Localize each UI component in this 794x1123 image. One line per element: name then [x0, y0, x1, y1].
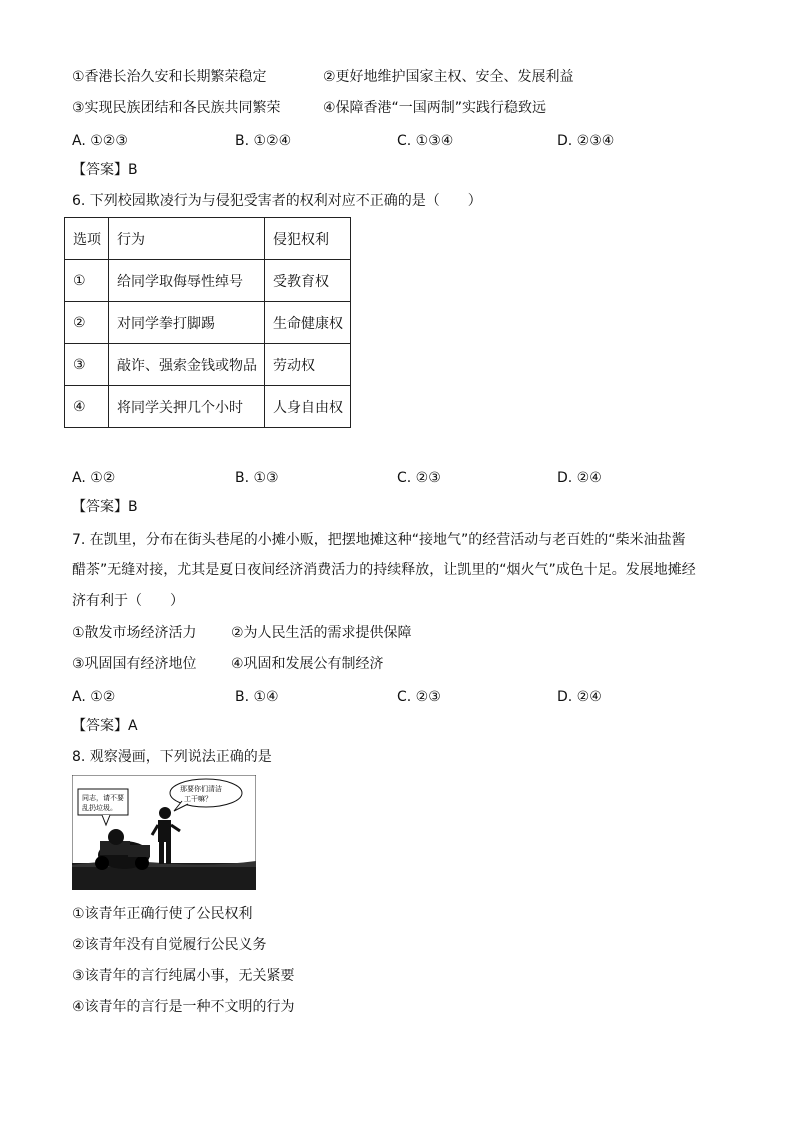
table-cell: 生命健康权: [265, 302, 351, 344]
q8-option-2: ②该青年没有自觉履行公民义务: [72, 937, 267, 953]
table-cell: ④: [65, 386, 109, 428]
table-cell: 人身自由权: [265, 386, 351, 428]
q5-answer: 【答案】B: [72, 162, 138, 178]
q7-option-2: ②为人民生活的需求提供保障: [231, 625, 412, 641]
q7-choice-a: A. ①②: [72, 689, 116, 705]
table-row: [65, 386, 351, 428]
q7-option-4: ④巩固和发展公有制经济: [231, 656, 384, 672]
rights-table: [64, 217, 351, 428]
q5-choice-d: D. ②③④: [557, 133, 615, 149]
q8-option-3: ③该青年的言行纯属小事，无关紧要: [72, 968, 295, 984]
table-cell: 给同学取侮辱性绰号: [109, 260, 265, 302]
q5-option-4: ④保障香港“一国两制”实践行稳致远: [323, 100, 547, 116]
q6-choice-a: A. ①②: [72, 470, 116, 486]
table-row: [65, 260, 351, 302]
q7-question-line-1: 7. 在凯里，分布在街头巷尾的小摊小贩，把摆地摊这种“接地气”的经营活动与老百姓的“柴米油盐酱: [72, 532, 686, 548]
cartoon-image: [72, 775, 256, 890]
q7-option-1: ①散发市场经济活力: [72, 625, 197, 641]
q8-question: 8. 观察漫画，下列说法正确的是: [72, 749, 272, 765]
table-cell: ②: [65, 302, 109, 344]
q5-option-2: ②更好地维护国家主权、安全、发展利益: [323, 69, 574, 85]
table-header-cell: 行为: [109, 218, 265, 260]
q5-option-1: ①香港长治久安和长期繁荣稳定: [72, 69, 267, 85]
speech-left-line-2: 乱扔垃圾。: [82, 804, 117, 812]
q6-choice-b: B. ①③: [235, 470, 279, 486]
q7-answer: 【答案】A: [72, 718, 138, 734]
table-header-row: [65, 218, 351, 260]
q7-choice-b: B. ①④: [235, 689, 279, 705]
speech-left-line-1: 同志，请不要: [82, 794, 124, 802]
q8-option-1: ①该青年正确行使了公民权利: [72, 906, 253, 922]
q6-choice-d: D. ②④: [557, 470, 602, 486]
table-cell: 劳动权: [265, 344, 351, 386]
q5-choice-b: B. ①②④: [235, 133, 292, 149]
table-cell: 敲诈、强索金钱或物品: [109, 344, 265, 386]
table-cell: ③: [65, 344, 109, 386]
q5-choice-c: C. ①③④: [397, 133, 454, 149]
q7-question-line-2: 醋茶”无缝对接，尤其是夏日夜间经济消费活力的持续释放，让凯里的“烟火气”成色十足。发展地摊经: [72, 562, 696, 578]
q5-choice-a: A. ①②③: [72, 133, 128, 149]
q6-answer: 【答案】B: [72, 499, 138, 515]
q6-question: 6. 下列校园欺凌行为与侵犯受害者的权利对应不正确的是（ ）: [72, 193, 482, 209]
table-cell: 对同学拳打脚踢: [109, 302, 265, 344]
q6-choice-c: C. ②③: [397, 470, 441, 486]
table-cell: ①: [65, 260, 109, 302]
table-header-cell: 选项: [65, 218, 109, 260]
q5-option-3: ③实现民族团结和各民族共同繁荣: [72, 100, 281, 116]
q7-choice-d: D. ②④: [557, 689, 602, 705]
speech-right-line-1: 那要你们清洁: [180, 785, 222, 793]
table-row: [65, 344, 351, 386]
table-header-cell: 侵犯权利: [265, 218, 351, 260]
q7-choice-c: C. ②③: [397, 689, 441, 705]
speech-right-line-2: 工干嘛？: [184, 795, 212, 803]
table-row: [65, 302, 351, 344]
table-cell: 受教育权: [265, 260, 351, 302]
q8-option-4: ④该青年的言行是一种不文明的行为: [72, 999, 295, 1015]
table-cell: 将同学关押几个小时: [109, 386, 265, 428]
q7-option-3: ③巩固国有经济地位: [72, 656, 197, 672]
q7-question-line-3: 济有利于（ ）: [72, 593, 184, 609]
